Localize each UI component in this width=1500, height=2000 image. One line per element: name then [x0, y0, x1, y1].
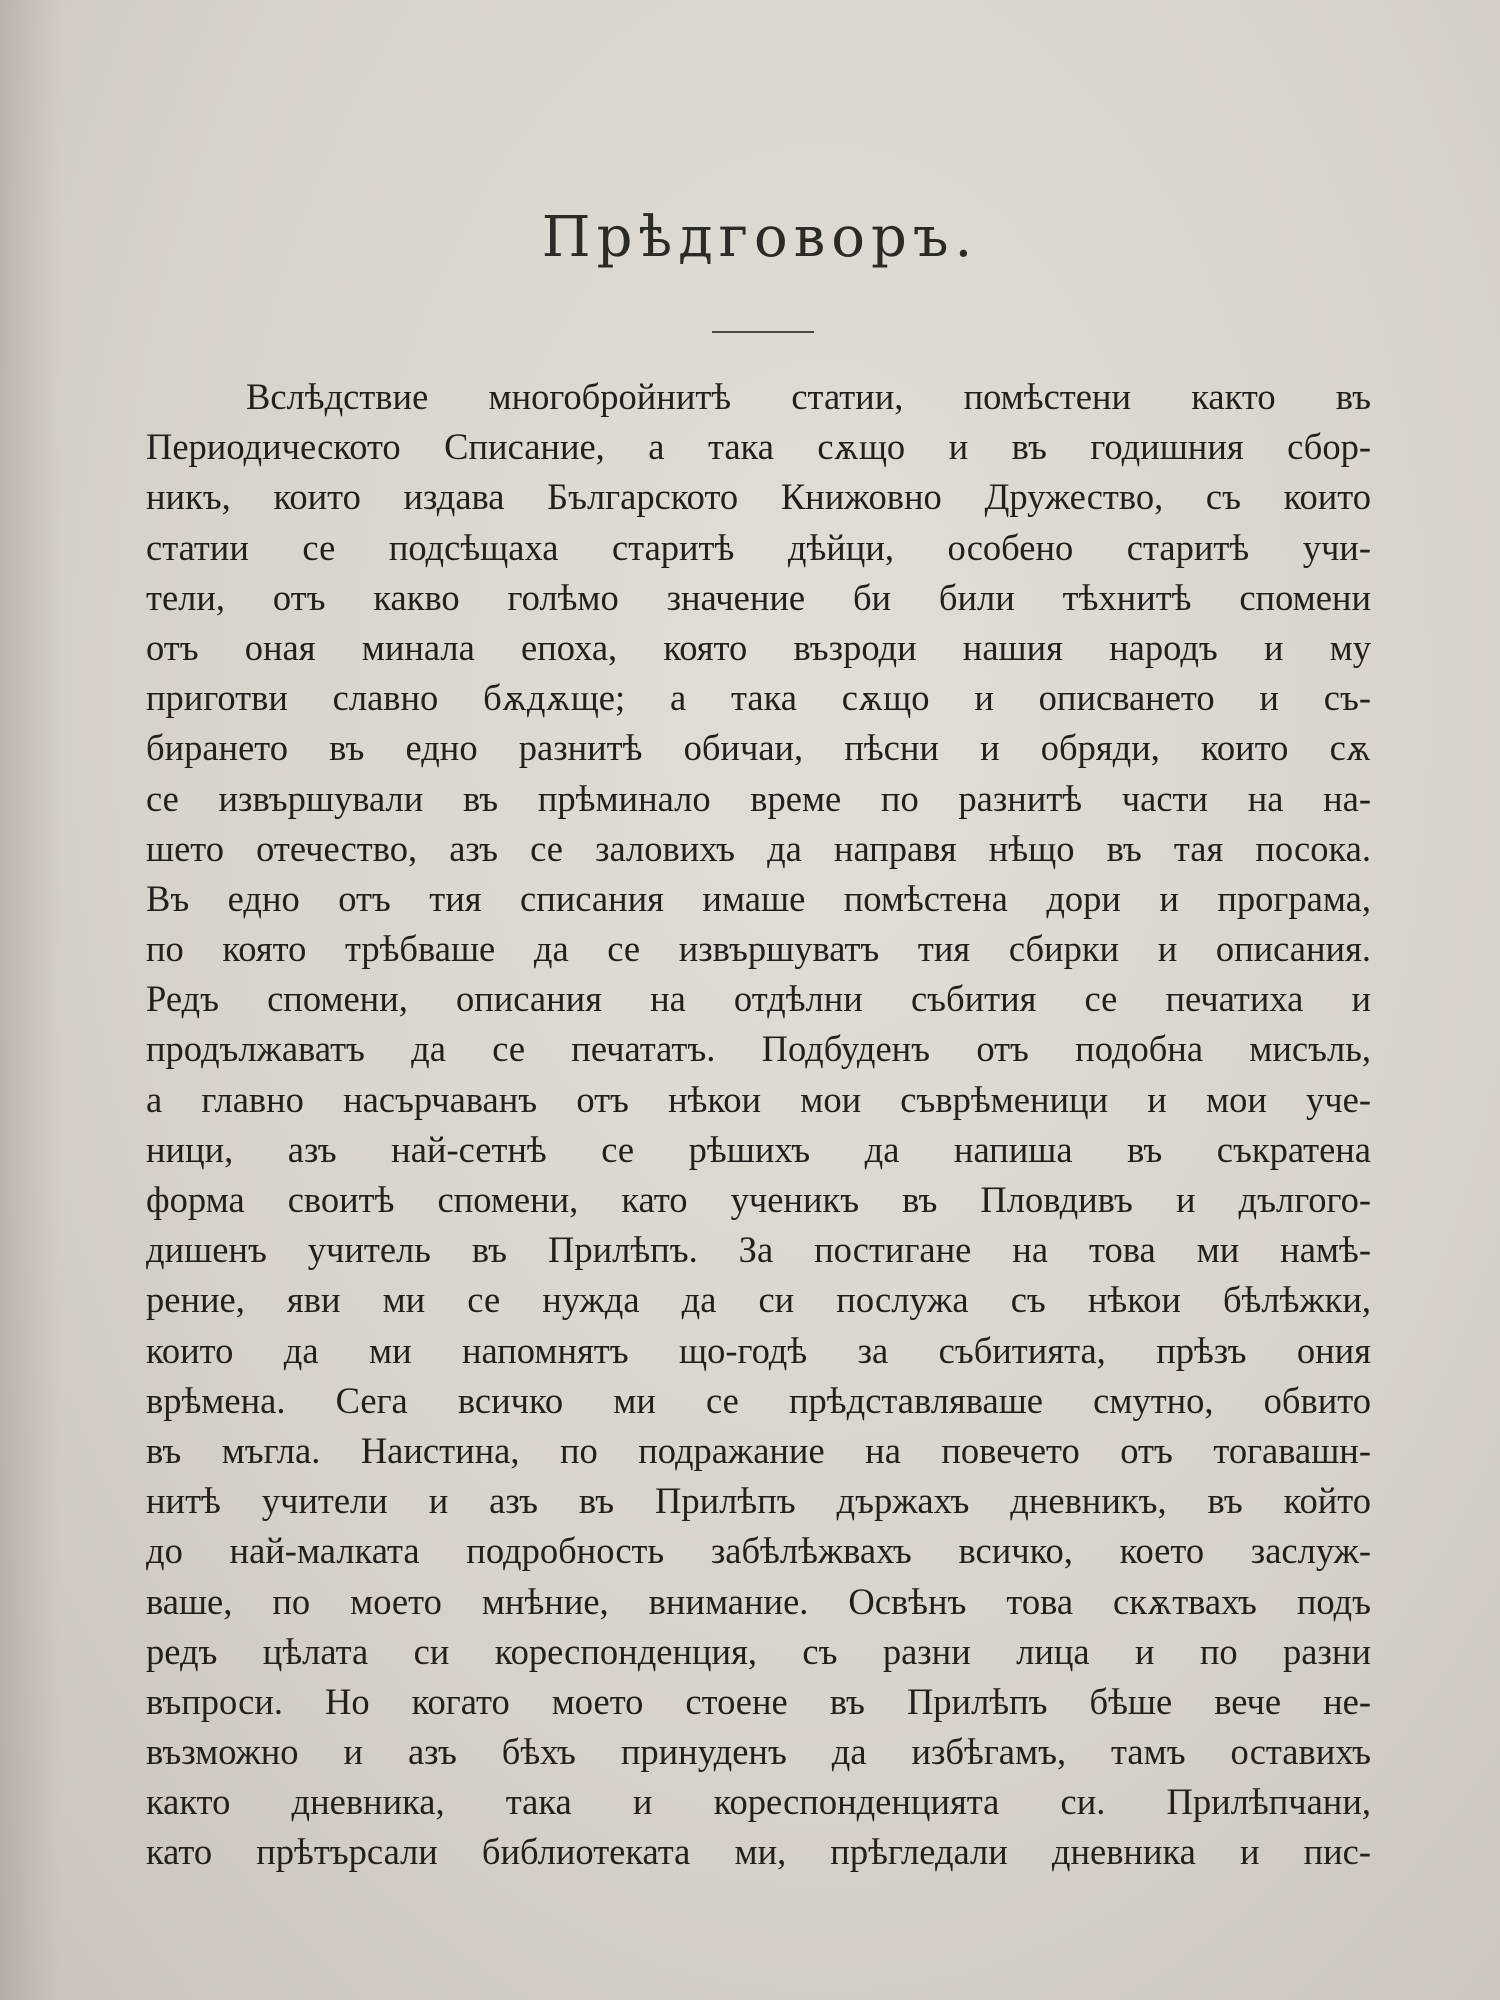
- text-line: по която трѣбваше да се извършуватъ тия сбирки и описания.: [146, 928, 1371, 970]
- page-gutter-shadow: [0, 0, 60, 2000]
- text-line: отъ оная минала епоха, която възроди нашия народъ и му: [146, 626, 1371, 668]
- body-text: [146, 372, 1371, 1878]
- text-line: Периодическото Списание, а така сѫщо и въ годишния сбор-: [146, 426, 1371, 468]
- text-line: шето отечество, азъ се заловихъ да направя нѣщо въ тая посока.: [146, 827, 1371, 869]
- text-line: продължаватъ да се печататъ. Подбуденъ отъ подобна мисъль,: [146, 1028, 1371, 1070]
- text-line: нитѣ учители и азъ въ Прилѣпъ държахъ дневникъ, въ който: [146, 1480, 1371, 1522]
- text-line: Вслѣдствие многобройнитѣ статии, помѣстени както въ: [246, 376, 1371, 417]
- text-line: като прѣтърсали библиотеката ми, прѣгледали дневника и пис-: [146, 1831, 1371, 1873]
- text-line: врѣмена. Сега всичко ми се прѣдставляваше смутно, обвито: [146, 1379, 1371, 1421]
- text-line: ваше, по моето мнѣние, внимание. Освѣнъ това скѫтвахъ подъ: [146, 1580, 1371, 1622]
- text-line: форма своитѣ спомени, като ученикъ въ Пловдивъ и дългого-: [146, 1179, 1371, 1220]
- text-line: а главно насърчаванъ отъ нѣкои мои съврѣменици и мои уче-: [146, 1078, 1371, 1120]
- text-line: дишенъ учитель въ Прилѣпъ. За постигане на това ми намѣ-: [146, 1229, 1371, 1271]
- text-line: тели, отъ какво голѣмо значение би били тѣхнитѣ спомени: [146, 576, 1371, 618]
- text-line: никъ, които издава Българското Книжовно Дружество, съ които: [146, 476, 1371, 518]
- text-line: бирането въ едно разнитѣ обичаи, пѣсни и обряди, които сѫ: [146, 727, 1371, 769]
- title-divider: [712, 331, 814, 333]
- text-line: статии се подсѣщаха старитѣ дѣйци, особено старитѣ учи-: [146, 526, 1371, 568]
- text-line: се извършували въ прѣминало време по разнитѣ части на на-: [146, 777, 1371, 819]
- text-line: рение, яви ми се нужда да си послужа съ нѣкои бѣлѣжки,: [146, 1279, 1371, 1321]
- text-line: до най-малката подробность забѣлѣжвахъ всичко, което заслуж-: [146, 1530, 1371, 1572]
- text-line: въпроси. Но когато моето стоене въ Прилѣпъ бѣше вече не-: [146, 1680, 1371, 1722]
- text-line: Въ едно отъ тия списания имаше помѣстена дори и програма,: [146, 877, 1371, 919]
- text-line: както дневника, така и кореспонденцията си. Прилѣпчани,: [146, 1781, 1371, 1823]
- text-line: редъ цѣлата си кореспонденция, съ разни лица и по разни: [146, 1630, 1371, 1672]
- text-line: въ мъгла. Наистина, по подражание на повечето отъ тогавашн-: [146, 1429, 1371, 1471]
- text-line: приготви славно бѫдѫще; а така сѫщо и описването и съ-: [146, 677, 1371, 719]
- text-line: Редъ спомени, описания на отдѣлни събития се печатиха и: [146, 978, 1371, 1020]
- text-line: които да ми напомнятъ що-годѣ за събитията, прѣзъ ония: [146, 1329, 1371, 1371]
- text-line: ници, азъ най-сетнѣ се рѣшихъ да напиша въ съкратена: [146, 1128, 1371, 1170]
- text-line: възможно и азъ бѣхъ принуденъ да избѣгамъ, тамъ оставихъ: [146, 1731, 1371, 1773]
- page-title: Прѣдговоръ.: [541, 205, 979, 270]
